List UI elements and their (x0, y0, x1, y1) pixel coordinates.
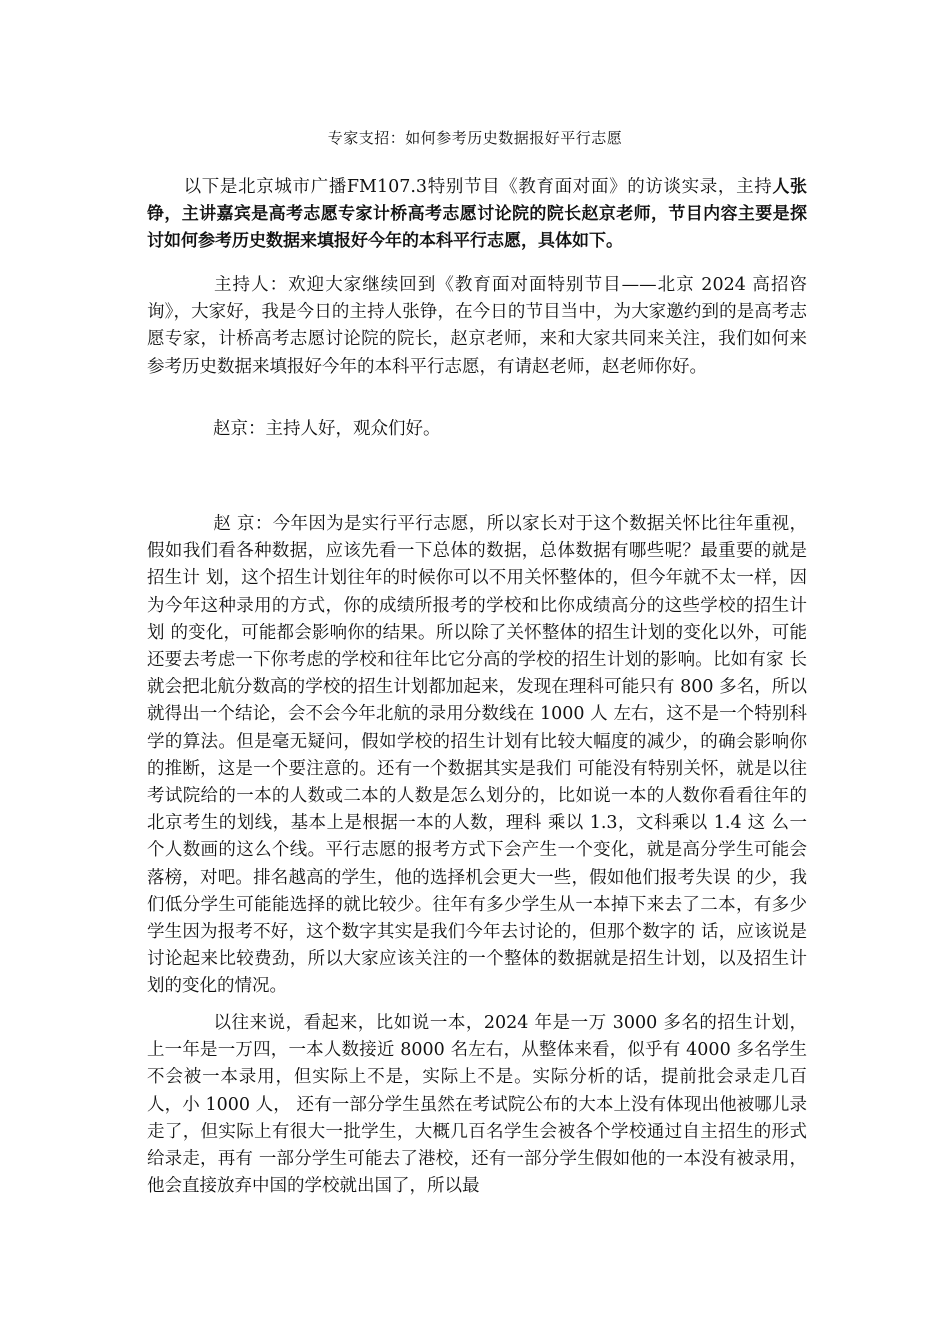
intro-paragraph (147, 174, 807, 256)
paragraph-text: 赵京：主持人好，观众们好。 (213, 419, 441, 439)
document-title: 专家支招：如何参考历史数据报好平行志愿 (327, 129, 623, 147)
paragraph-guest-greeting (147, 416, 807, 443)
paragraph-guest-answer (147, 511, 807, 1001)
intro-bold-text: 人张铮，主讲嘉宾是高考志愿专家计桥高考志愿讨论院的院长赵京老师，节目内容主要是探讨如何参考历史数据来填报好今年的本科平行志愿，具体如下。 (147, 177, 807, 252)
paragraph-text: 主持人：欢迎大家继续回到《教育面对面特别节目——北京 2024 高招咨询》，大家好，我是今日的主持人张铮，在今日的节目当中，为大家邀约到的是高考志愿专家，计桥高考志愿讨论院的院长，赵京老师，来和大家共同来关注，我们如何来参考历史数据来填报好今年的本科平行志愿，有请赵老师，赵老师你好。 (147, 275, 807, 377)
paragraph-enrollment-analysis (147, 1010, 807, 1200)
paragraph-text: 以往来说，看起来，比如说一本，2024 年是一万 3000 多名的招生计划，上一年是一万四，一本人数接近 8000 名左右，从整体来看，似乎有 4000 多名学生不会被一本录用，但实际上不是，实际上不是。实际分析的话，提前批会录走几百人，小 1000 人， 还有一部分学生虽然在考试院公布的大本上没有体现出他被哪儿录走了，但实际上有很大一批学生，大概几百名学生会被各个学校通过自主招生的形式给录走，再有 一部分学生可能去了港校，还有一部分学生假如他的一本没有被录用，他会直接放弃中国的学校就出国了，所以最 (147, 1013, 807, 1197)
paragraph-host-opening (147, 272, 807, 381)
paragraph-text: 赵 京：今年因为是实行平行志愿，所以家长对于这个数据关怀比往年重视，假如我们看各种数据，应该先看一下总体的数据，总体数据有哪些呢？最重要的就是招生计 划，这个招生计划往年的时候你可以不用关怀整体的，但今年就不太一样，因为今年这种录用的方式，你的成绩所报考的学校和比你成绩高分的这些学校的招生计划 的变化，可能都会影响你的结果。所以除了关怀整体的招生计划的变化以外，可能还要去考虑一下你考虑的学校和往年比它分高的学校的招生计划的影响。比如有家 长就会把北航分数高的学校的招生计划都加起来，发现在理科可能只有 800 多名，所以就得出一个结论，会不会今年北航的录用分数线在 1000 人 左右，这不是一个特别科学的算法。但是毫无疑问，假如学校的招生计划有比较大幅度的减少，的确会影响你的推断，这是一个要注意的。还有一个数据其实是我们 可能没有特别关怀，就是以往考试院给的一本的人数或二本的人数是怎么划分的，比如说一本的人数你看看往年的北京考生的划线，基本上是根据一本的人数，理科 乘以 1.3，文科乘以 1.4 这 么一个人数画的这么个线。平行志愿的报考方式下会产生一个变化，就是高分学生可能会落榜，对吧。排名越高的学生，他的选择机会更大一些，假如他们报考失误 的少，我们低分学生可能能选择的就比较少。往年有多少学生从一本掉下来去了二本，有多少学生因为报考不好，这个数字其实是我们今年去讨论的，但那个数字的 话，应该说是讨论起来比较费劲，所以大家应该关注的一个整体的数据就是招生计划，以及招生计划的变化的情况。 (147, 514, 807, 997)
intro-plain-text: 以下是北京城市广播FM107.3特别节目《教育面对面》的访谈实录，主持 (183, 177, 773, 197)
